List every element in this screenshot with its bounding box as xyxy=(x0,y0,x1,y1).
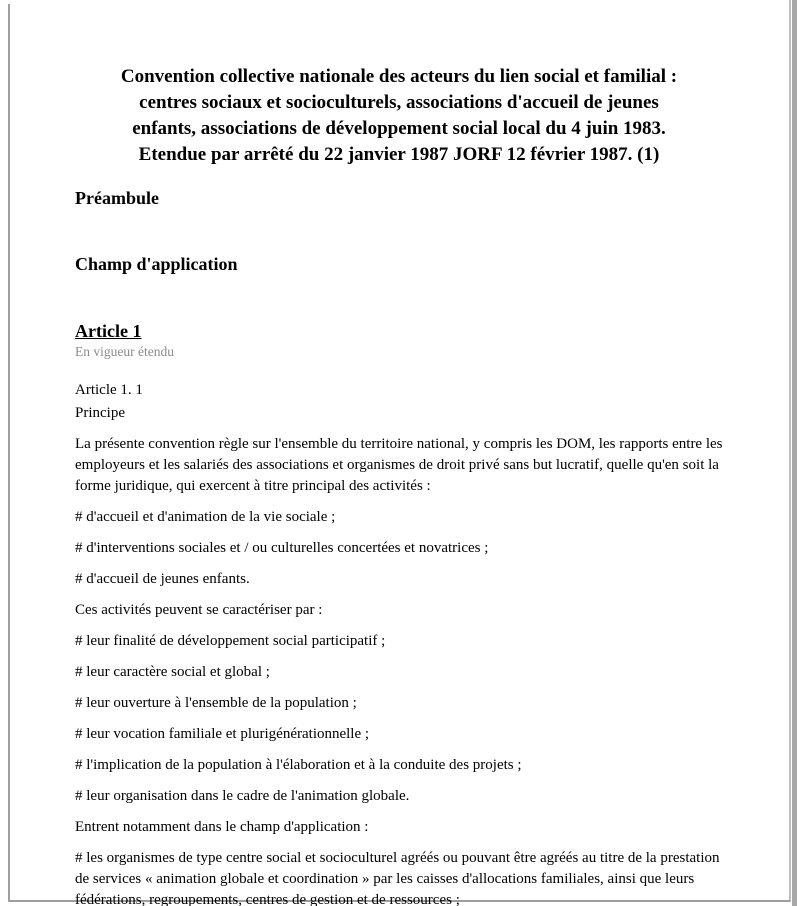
frame-border-right xyxy=(789,0,791,902)
document-title-line: enfants, associations de développement social local du 4 juin 1983. xyxy=(132,118,666,139)
heading-preambule: Préambule xyxy=(75,188,159,208)
document-title-line: Etendue par arrêté du 22 janvier 1987 JORF 12 février 1987. (1) xyxy=(138,144,660,165)
paragraph: # d'interventions sociales et / ou culturelles concertées et novatrices ; xyxy=(75,540,489,556)
paragraph: # leur ouverture à l'ensemble de la population ; xyxy=(75,695,357,711)
document-title xyxy=(75,64,723,168)
article-subtitle: Principe xyxy=(75,405,125,421)
paragraph: Entrent notamment dans le champ d'application : xyxy=(75,819,369,835)
paragraph: La présente convention règle sur l'ensemble du territoire national, y compris les DOM, les rapports entre les employeurs et les salariés des associations et organismes de droit privé sans but lucratif, quelle qu'en soit la forme juridique, qui exercent à titre principal des activités : xyxy=(75,436,723,494)
paragraph: # leur caractère social et global ; xyxy=(75,664,270,680)
paragraph: # leur organisation dans le cadre de l'animation globale. xyxy=(75,788,410,804)
paragraph: # d'accueil de jeunes enfants. xyxy=(75,571,250,587)
document-content xyxy=(75,64,723,906)
document-title-line: Convention collective nationale des acteurs du lien social et familial : xyxy=(120,66,678,87)
article-1-status: En vigueur étendu xyxy=(75,344,174,359)
frame-border-left xyxy=(8,4,10,902)
article-1-title: Article 1 xyxy=(75,321,142,341)
document-title-line: centres sociaux et socioculturels, associations d'accueil de jeunes xyxy=(139,92,659,113)
paragraph: # les organismes de type centre social et socioculturel agréés ou pouvant être agréés au titre de la prestation de services « animation globale et coordination » par les caisses d'allocations familiales, ainsi que leurs fédérations, regroupements, centres de gestion et de ressources ; xyxy=(75,850,720,906)
article-number: Article 1. 1 xyxy=(75,382,143,398)
paragraph: # l'implication de la population à l'élaboration et à la conduite des projets ; xyxy=(75,757,522,773)
vertical-scrollbar[interactable] xyxy=(792,0,797,906)
paragraph: # leur vocation familiale et plurigénérationnelle ; xyxy=(75,726,370,742)
paragraph: # d'accueil et d'animation de la vie sociale ; xyxy=(75,509,336,525)
article-1-header xyxy=(75,321,723,359)
paragraph: # leur finalité de développement social participatif ; xyxy=(75,633,386,649)
heading-champ-application: Champ d'application xyxy=(75,254,238,274)
paragraph: Ces activités peuvent se caractériser par : xyxy=(75,602,323,618)
